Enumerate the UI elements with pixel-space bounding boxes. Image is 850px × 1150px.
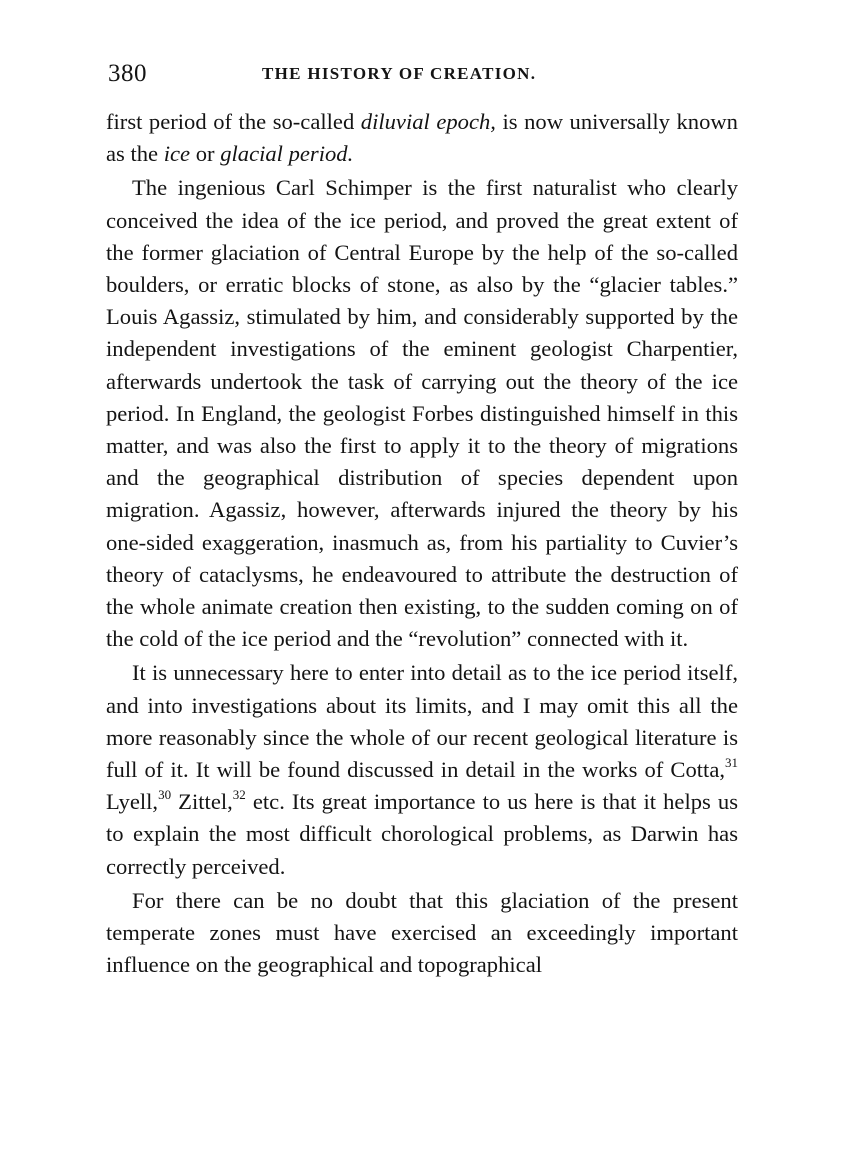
- footnote-ref: 31: [725, 754, 738, 770]
- page-number: 380: [108, 60, 147, 87]
- footnote-ref: 30: [158, 786, 172, 802]
- text-run: Zittel,: [171, 789, 233, 815]
- paragraph-1: [106, 106, 738, 170]
- book-page: [106, 60, 738, 981]
- paragraph-4: For there can be no doubt that this glaciation of the present temperate zones must have exercised an exceedingly important influence on the geographical and topographical: [106, 887, 738, 978]
- text-run: It is unnecessary here to enter into detail as to the ice period itself, and into investigations about its limits, and I may omit this all the more reasonably since the whole of our recent geological literature is full of it. It will be found discussed in detail in the works of Cotta,: [106, 660, 738, 783]
- paragraph-3: [106, 657, 738, 882]
- page-header: [106, 60, 738, 94]
- running-head: THE HISTORY OF CREATION.: [262, 64, 537, 83]
- paragraph-2: The ingenious Carl Schimper is the first naturalist who clearly conceived the idea of the ice period, and proved the great extent of the former glaciation of Central Europe by the help of the so-called boulders, or erratic blocks of stone, as also by the “glacier tables.” Louis Agassiz, stimulated by him, and considerably supported by the independent investigations of the eminent geologist Charpentier, afterwards undertook the task of carrying out the theory of the ice period. In England, the geologist Forbes distinguished himself in this matter, and was also the first to apply it to the theory of migrations and the geographical distribution of species dependent upon migration. Agassiz, however, afterwards injured the theory by his one-sided exaggeration, inasmuch as, from his partiality to Cuvier’s theory of cataclysms, he endeavoured to attribute the destruction of the whole animate creation then existing, to the sudden coming on of the cold of the ice period and the “revolution” connected with it.: [106, 175, 738, 652]
- text-run: first period of the so-called: [106, 109, 361, 134]
- footnote-ref: 32: [232, 786, 246, 802]
- italic-term: ice: [163, 141, 191, 167]
- text-run: or: [190, 141, 221, 167]
- italic-term: glacial period.: [220, 141, 354, 167]
- italic-term: diluvial epoch,: [360, 109, 496, 134]
- text-run: Lyell,: [106, 789, 159, 815]
- text-run: etc. Its great importance to us here is that it helps us to explain the most difficult chorological problems, as Darwin has correctly perceived.: [106, 789, 738, 879]
- text-run: is now universally known as the: [106, 109, 738, 167]
- body-text: [106, 106, 738, 981]
